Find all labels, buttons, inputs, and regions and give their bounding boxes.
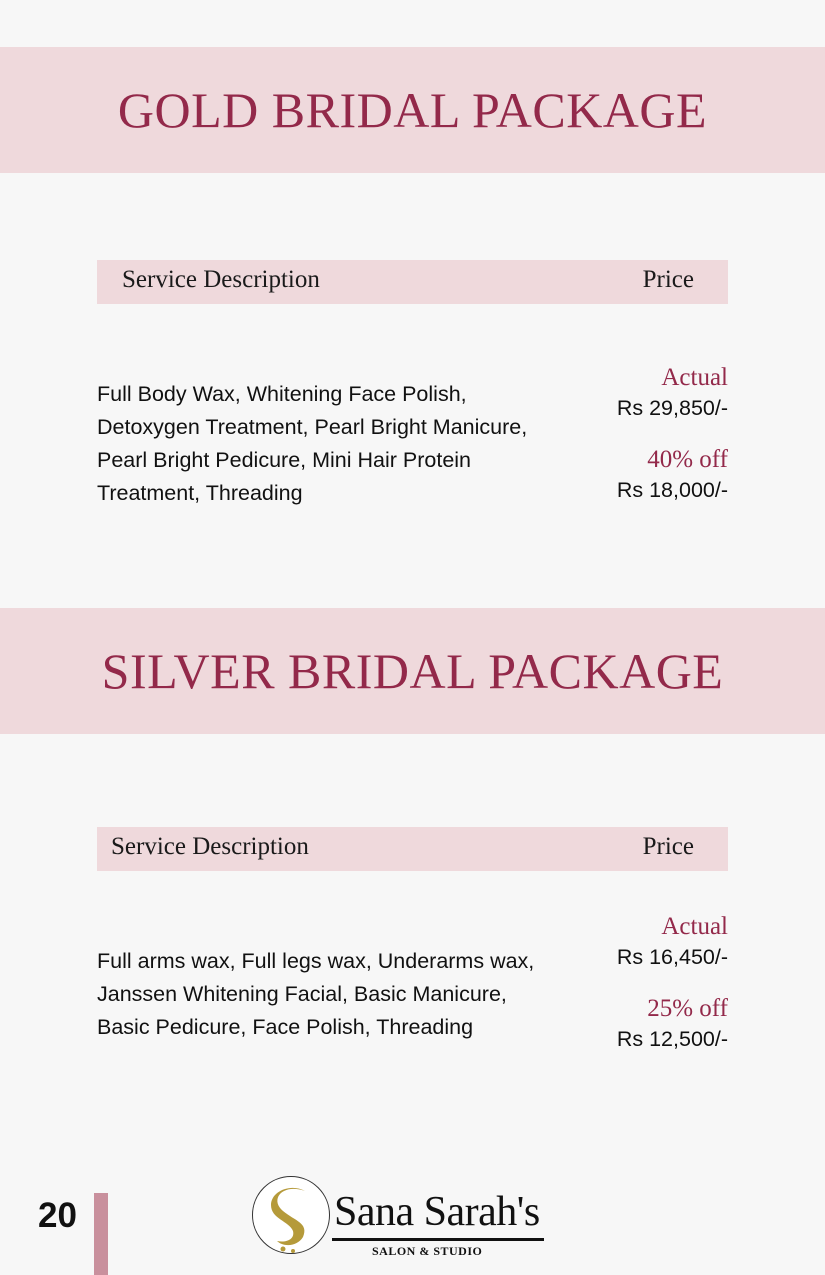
brand-tagline: SALON & STUDIO [372,1244,483,1258]
gold-service-line: Treatment, Threading [97,481,303,505]
gold-service-line: Pearl Bright Pedicure, Mini Hair Protein [97,448,472,472]
gold-discount-price: Rs 18,000/- [616,478,728,502]
brand-logo [252,1174,552,1264]
logo-s-monogram-icon [253,1177,331,1255]
silver-actual-price: Rs 16,450/- [616,945,728,969]
page-number: 20 [38,1196,77,1235]
gold-actual-price: Rs 29,850/- [616,396,728,420]
gold-table-header [97,260,728,304]
silver-service-line: Full arms wax, Full legs wax, Underarms wax, [97,949,535,973]
silver-prices [548,912,728,1054]
logo-emblem [252,1176,330,1254]
brand-underline [332,1238,544,1241]
silver-actual-label: Actual [661,913,728,940]
silver-discount-price: Rs 12,500/- [616,1027,728,1051]
silver-header-price: Price [642,833,694,860]
gold-package-title: GOLD BRIDAL PACKAGE [117,82,708,138]
silver-services-list [97,945,577,1044]
gold-prices [548,363,728,505]
gold-service-line: Full Body Wax, Whitening Face Polish, [97,382,467,406]
silver-discount-label: 25% off [647,995,728,1022]
gold-actual-label: Actual [661,364,728,391]
gold-header-service-description: Service Description [122,266,320,293]
gold-discount-label: 40% off [647,446,728,473]
gold-service-line: Detoxygen Treatment, Pearl Bright Manicure, [97,415,528,439]
gold-services-list [97,378,577,510]
silver-package-banner [0,608,825,734]
silver-header-service-description: Service Description [111,833,309,860]
page-number-accent-bar [94,1193,108,1275]
gold-package-banner [0,47,825,173]
gold-header-price: Price [642,266,694,293]
silver-service-line: Basic Pedicure, Face Polish, Threading [97,1015,474,1039]
silver-service-line: Janssen Whitening Facial, Basic Manicure, [97,982,507,1006]
silver-package-title: SILVER BRIDAL PACKAGE [101,643,724,699]
silver-table-header [97,827,728,871]
brand-name: Sana Sarah's [334,1189,540,1235]
